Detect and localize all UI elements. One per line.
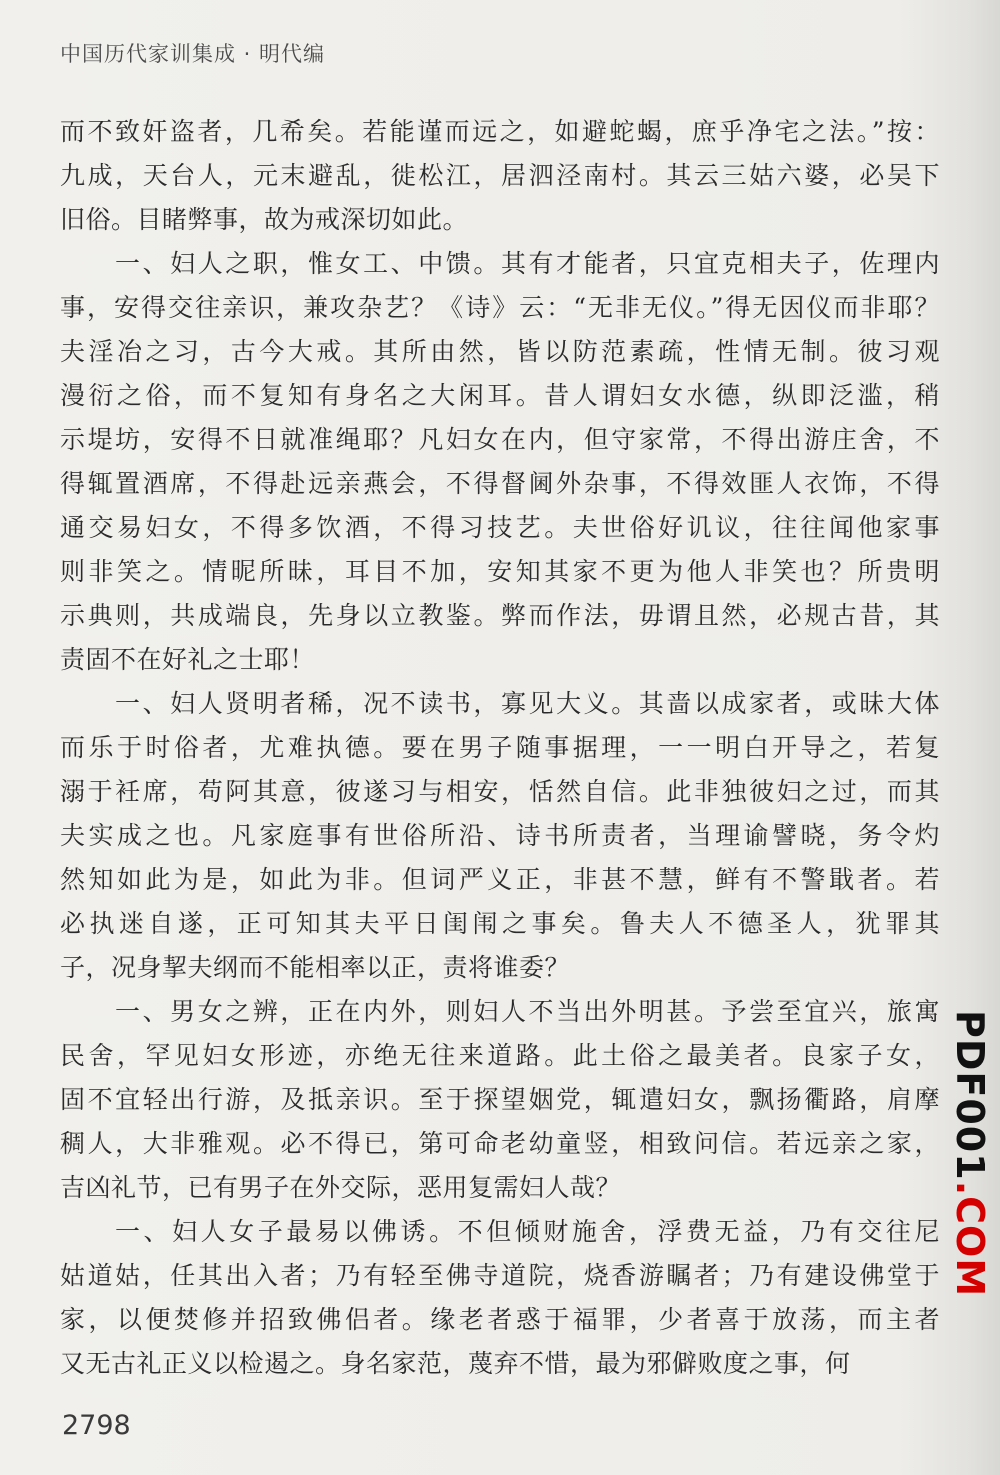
text-line: 姑道姑，任其出入者；乃有轻至佛寺道院，烧香游瞩者；乃有建设佛堂于: [60, 1261, 940, 1290]
text-line: 家，以便焚修并招致佛侣者。缘老者惑于福罪，少者喜于放荡，而主者: [60, 1305, 940, 1334]
text-line: 又无古礼正义以检遏之。身名家范，蔑弃不惜，最为邪僻败度之事，何: [60, 1349, 851, 1378]
text-line: 子，况身挈夫纲而不能相率以正，责将谁委？: [60, 953, 571, 982]
text-line: 吉凶礼节，已有男子在外交际，恶用复需妇人哉？: [60, 1173, 622, 1202]
text-line: 一、男女之辨，正在内外，则妇人不当出外明甚。予尝至宜兴，旅寓: [115, 997, 940, 1026]
text-line: 一、妇人之职，惟女工、中馈。其有才能者，只宜克相夫子，佐理内: [115, 249, 940, 278]
text-line: 溺于衽席，苟阿其意，彼遂习与相安，恬然自信。此非独彼妇之过，而其: [60, 777, 940, 806]
text-line: 固不宜轻出行游，及抵亲识。至于探望姻党，辄遣妇女，飘扬衢路，肩摩: [60, 1085, 940, 1114]
text-line: 然知如此为是，如此为非。但词严义正，非甚不慧，鲜有不警戢者。若: [60, 865, 940, 894]
running-header: 中国历代家训集成 · 明代编: [60, 42, 326, 66]
paragraph: [60, 990, 940, 1210]
text-line: 九成，天台人，元末避乱，徙松江，居泗泾南村。其云三姑六婆，必吴下: [60, 161, 940, 190]
text-line: 得辄置酒席，不得赴远亲燕会，不得督阃外杂事，不得效匪人衣饰，不得: [60, 469, 940, 498]
paragraph: [60, 1210, 940, 1386]
watermark-prefix: PDF001: [948, 1010, 992, 1181]
watermark: [948, 1010, 992, 1297]
text-line: 示典则，共成端良，先身以立教鉴。弊而作法，毋谓且然，必规古昔，其: [60, 601, 940, 630]
text-line: 夫淫冶之习，古今大戒。其所由然，皆以防范素疏，性情无制。彼习观: [60, 337, 940, 366]
text-line: 一、妇人女子最易以佛诱。不但倾财施舍，浮费无益，乃有交往尼: [115, 1217, 940, 1246]
text-line: 责固不在好礼之士耶！: [60, 645, 316, 674]
watermark-suffix: .COM: [948, 1180, 992, 1298]
body-text: [60, 110, 940, 1386]
text-line: 必执迷自遂，正可知其夫平日闺闱之事矣。鲁夫人不德圣人，犹罪其: [60, 909, 940, 938]
text-line: 事，安得交往亲识，兼攻杂艺？《诗》云：“无非无仪。”得无因仪而非耶？: [60, 293, 940, 322]
paragraph: [60, 242, 940, 682]
text-line: 旧俗。目睹弊事，故为戒深切如此。: [60, 205, 469, 234]
text-line: 稠人，大非雅观。必不得已，第可命老幼童竖，相致问信。若远亲之家，: [60, 1129, 940, 1158]
paragraph: [60, 110, 940, 242]
text-line: 示堤坊，安得不日就准绳耶？凡妇女在内，但守家常，不得出游庄舍，不: [60, 425, 940, 454]
paragraph: [60, 682, 940, 990]
text-line: 漫衍之俗，而不复知有身名之大闲耳。昔人谓妇女水德，纵即泛滥，稍: [60, 381, 940, 410]
text-line: 一、妇人贤明者稀，况不读书，寡见大义。其啬以成家者，或昧大体: [115, 689, 940, 718]
text-line: 夫实成之也。凡家庭事有世俗所沿、诗书所责者，当理谕譬晓，务令灼: [60, 821, 940, 850]
page-number: 2798: [62, 1410, 131, 1441]
text-line: 则非笑之。情昵所昧，耳目不加，安知其家不更为他人非笑也？所贵明: [60, 557, 940, 586]
text-line: 通交易妇女，不得多饮酒，不得习技艺。夫世俗好讥议，往往闻他家事: [60, 513, 940, 542]
text-line: 而乐于时俗者，尤难执德。要在男子随事据理，一一明白开导之，若复: [60, 733, 940, 762]
text-line: 而不致奸盗者，几希矣。若能谨而远之，如避蛇蝎，庶乎净宅之法。”按：: [60, 117, 940, 146]
text-line: 民舍，罕见妇女形迹，亦绝无往来道路。此土俗之最美者。良家子女，: [60, 1041, 940, 1070]
